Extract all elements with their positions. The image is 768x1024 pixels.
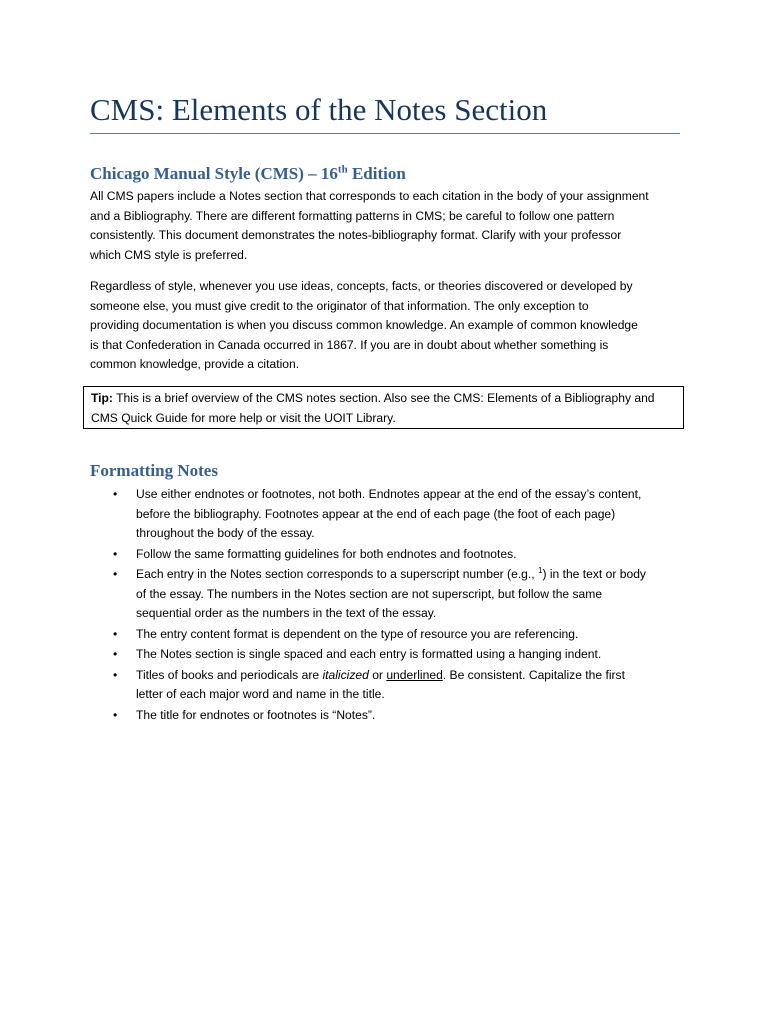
tip-label: Tip: bbox=[91, 391, 113, 405]
tip-line bbox=[91, 389, 683, 409]
intro-line: which CMS style is preferred. bbox=[90, 247, 248, 262]
list-item-line: sequential order as the numbers in the text of the essay. bbox=[136, 606, 437, 620]
credit-line: Regardless of style, whenever you use ideas, concepts, facts, or theories discovered or developed by bbox=[90, 279, 633, 293]
list-item-line bbox=[136, 666, 690, 686]
list-item-line: The Notes section is single spaced and each entry is formatted using a hanging indent. bbox=[136, 647, 602, 661]
list-item bbox=[110, 485, 690, 544]
bullet-icon: • bbox=[113, 667, 118, 682]
list-item-line: throughout the body of the essay. bbox=[136, 526, 315, 540]
superscript-example: 1 bbox=[537, 565, 543, 575]
list-item bbox=[110, 625, 690, 645]
intro-line: consistently. This document demonstrates the notes-bibliography format. Clarify with your professor bbox=[90, 228, 622, 242]
section-heading-formatting: Formatting Notes bbox=[90, 461, 218, 480]
intro-line: All CMS papers include a Notes section that corresponds to each citation in the body of your assignment bbox=[90, 189, 649, 203]
section-heading-cms bbox=[90, 163, 406, 185]
list-item-line: The title for endnotes or footnotes is “Notes”. bbox=[136, 707, 376, 722]
tip-line: CMS Quick Guide for more help or visit the UOIT Library. bbox=[91, 410, 396, 425]
list-item-line: Use either endnotes or footnotes, not both. Endnotes appear at the end of the essay’s content, bbox=[136, 487, 642, 501]
underline-example: underlined bbox=[386, 667, 443, 682]
list-item-line: of the essay. The numbers in the Notes section are not superscript, but follow the same bbox=[136, 586, 603, 601]
intro-line: and a Bibliography. There are different formatting patterns in CMS; be careful to follow one pattern bbox=[90, 208, 615, 223]
list-text: Titles of books and periodicals are bbox=[136, 667, 323, 682]
list-item-line: letter of each major word and name in the title. bbox=[136, 687, 385, 701]
intro-paragraph bbox=[90, 187, 680, 265]
bullet-icon: • bbox=[113, 647, 118, 661]
list-text: . Be consistent. Capitalize the first bbox=[442, 667, 625, 682]
formatting-list bbox=[110, 485, 690, 726]
list-item bbox=[110, 545, 690, 565]
bullet-icon: • bbox=[113, 626, 118, 641]
list-text: ) in the text or body bbox=[542, 567, 646, 581]
credit-line: providing documentation is when you discuss common knowledge. An example of common knowledge bbox=[90, 318, 638, 332]
list-item-line: The entry content format is dependent on the type of resource you are referencing. bbox=[136, 626, 579, 641]
list-text: or bbox=[368, 667, 387, 682]
tip-text: This is a brief overview of the CMS notes section. Also see the CMS: Elements of a Bibliography and bbox=[112, 391, 655, 405]
title-underline bbox=[90, 133, 680, 134]
list-item bbox=[110, 666, 690, 705]
list-item-line bbox=[136, 565, 690, 585]
list-item-line: before the bibliography. Footnotes appear at the end of each page (the foot of each page) bbox=[136, 506, 616, 521]
list-item bbox=[110, 645, 690, 665]
credit-paragraph bbox=[90, 277, 680, 375]
list-item bbox=[110, 565, 690, 624]
heading-tail-text: Edition bbox=[347, 164, 406, 183]
bullet-icon: • bbox=[113, 487, 118, 501]
page-title: CMS: Elements of the Notes Section bbox=[90, 92, 548, 127]
bullet-icon: • bbox=[113, 546, 118, 561]
bullet-icon: • bbox=[113, 707, 118, 722]
credit-line: common knowledge, provide a citation. bbox=[90, 357, 300, 371]
list-item-line: Follow the same formatting guidelines for both endnotes and footnotes. bbox=[136, 546, 517, 561]
credit-line: is that Confederation in Canada occurred in 1867. If you are in doubt about whether something is bbox=[90, 337, 609, 352]
list-item bbox=[110, 706, 690, 726]
credit-line: someone else, you must give credit to the originator of that information. The only exception to bbox=[90, 298, 589, 313]
bullet-icon: • bbox=[113, 567, 118, 581]
tip-box bbox=[83, 386, 684, 429]
heading-superscript: th bbox=[337, 163, 348, 176]
heading-main-text: Chicago Manual Style (CMS) – 16 bbox=[90, 164, 338, 183]
italic-example: italicized bbox=[322, 667, 369, 682]
list-text: Each entry in the Notes section corresponds to a superscript number (e.g., bbox=[136, 567, 538, 581]
